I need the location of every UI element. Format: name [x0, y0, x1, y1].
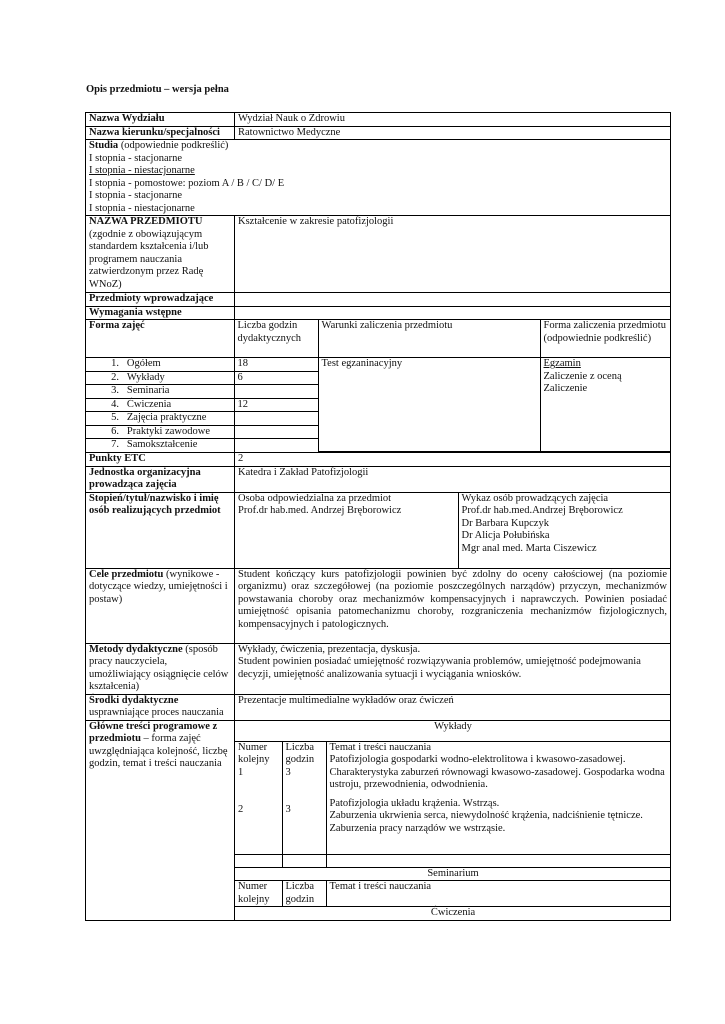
subject-name-row — [86, 216, 671, 293]
prereq-label: Przedmioty wprowadzające — [86, 293, 235, 307]
studies-option: I stopnia - pomostowe: poziom A / B / C/ D/ E — [89, 177, 285, 189]
forms-type-zajecia: 5. Zajęcia praktyczne — [86, 412, 234, 426]
exercises-header: Ćwiczenia — [235, 907, 671, 920]
forms-hours-wyklady: 6 — [234, 371, 318, 385]
methods-row — [86, 643, 671, 694]
lecture-topic: Patofizjologia układu krążenia. Wstrząs. — [329, 797, 500, 809]
unit-value: Katedra i Zakład Patofizjologii — [235, 466, 671, 492]
forms-type-cwiczenia: 4. Ćwiczenia — [86, 398, 234, 412]
content-label-note: – forma zajęć uwzględniająca kolejność, liczbę godzin, temat i treści nauczania — [89, 733, 228, 769]
course-description-table — [85, 112, 671, 921]
lectures-num-col — [235, 741, 282, 854]
unit-row — [86, 466, 671, 492]
forms-hours-seminaria — [234, 385, 318, 399]
forms-type-samoksztalcenie: 7. Samokształcenie — [86, 439, 234, 452]
forms-hours-praktyki — [234, 425, 318, 439]
staff-row — [86, 492, 671, 568]
lecture-topic: Patofizjologia gospodarki wodno-elektrolitowa i kwasowo-zasadowej. — [329, 754, 626, 765]
seminar-col-num: Numer kolejny — [235, 881, 282, 907]
forms-table — [86, 320, 671, 452]
faculty-value: Wydział Nauk o Zdrowiu — [235, 113, 671, 127]
subject-name-note: (zgodnie z obowiązującym standardem kształcenia i/lub programem nauczania zatwierdzonym przez Radę WNoZ) — [89, 228, 209, 290]
requirements-label: Wymagania wstępne — [86, 306, 235, 320]
staff-label: Stopień/tytuł/nazwisko i imię osób realizujących przedmiot — [86, 492, 235, 568]
lecture-hours: 3 — [285, 804, 291, 815]
prereq-value — [235, 293, 671, 307]
subject-name-label-cell — [86, 216, 235, 293]
forms-hours-zajecia — [234, 412, 318, 426]
forms-exam-options — [540, 358, 671, 452]
forms-hours-ogolem: 18 — [234, 358, 318, 372]
direction-value: Ratownictwo Medyczne — [235, 126, 671, 140]
studies-cell — [86, 140, 671, 216]
seminar-header: Seminarium — [235, 867, 671, 881]
staff-responsible-name: Prof.dr hab.med. Andrzej Bręborowicz — [238, 505, 402, 516]
lecture-hours: 3 — [285, 766, 291, 778]
forms-cell — [86, 320, 671, 453]
methods-line1: Wykłady, ćwiczenia, prezentacja, dyskusja. — [238, 643, 421, 655]
forms-hours-samoksztalcenie — [234, 439, 318, 452]
forms-type-seminaria: 3. Seminaria — [86, 385, 234, 399]
requirements-row — [86, 306, 671, 320]
lectures-empty-num — [235, 854, 282, 867]
etc-row — [86, 453, 671, 467]
subject-name-value: Kształcenie w zakresie patofizjologii — [235, 216, 671, 293]
lectures-col-num: Numer kolejny — [238, 741, 270, 765]
lectures-empty-hours — [282, 854, 326, 867]
staff-list-label: Wykaz osób prowadzących zajęcia — [461, 492, 609, 504]
forms-label: Forma zajęć — [86, 320, 234, 358]
forms-hours-cwiczenia: 12 — [234, 398, 318, 412]
unit-label: Jednostka organizacyjna prowadząca zajęcia — [86, 466, 235, 492]
studies-row — [86, 140, 671, 216]
lecture-topic-detail: Zaburzenia ukrwienia serca, niewydolność krążenia, nadciśnienie tętnicze. Zaburzenia pracy narządów we wstrząsie. — [329, 810, 643, 834]
content-cell — [235, 720, 671, 920]
content-row — [86, 720, 671, 920]
lecture-topic-detail: Charakterystyka zaburzeń równowagi kwasowo-zasadowej. Gospodarka wodna ustroju, przewodnienia, odwodnienia. — [329, 766, 665, 790]
methods-cell — [235, 643, 671, 694]
goals-label: Cele przedmiotu — [89, 568, 164, 580]
forms-type-wyklady: 2. Wykłady — [86, 371, 234, 385]
lecture-num: 1 — [238, 766, 244, 778]
methods-line2: Student powinien posiadać umiejętność rozwiązywania problemów, umiejętność podejmowania decyzji, umiejętność analizowania sytuacji i wyciągania wniosków. — [238, 656, 641, 680]
content-label-cell — [86, 720, 235, 920]
content-label: Główne treści programowe z przedmiotu — [89, 720, 218, 744]
methods-label: Metody dydaktyczne — [89, 643, 183, 655]
direction-row — [86, 126, 671, 140]
exam-option: Zaliczenie z oceną — [543, 370, 622, 382]
subject-name-label: NAZWA PRZEDMIOTU — [89, 216, 203, 227]
requirements-value — [235, 306, 671, 320]
methods-label-cell — [86, 643, 235, 694]
exam-option-selected: Egzamin — [543, 358, 581, 369]
forms-conditions-value: Test egzaninacyjny — [318, 358, 540, 452]
goals-text: Student kończący kurs patofizjologii powinien być zdolny do oceny całościowej (na poziomie organizmu) oraz szczegółowej (na poziomie poszczególnych narządów) przyczyn, mechanizmów powstawania choroby oraz mechanizmów kompensacyjnych i naprawczych. Powinien posiadać umiejętność opisania patomechanizmu choroby, rozgraniczenia mechanizmów fizjologicznych, kompensacyjnych i patologicznych. — [235, 568, 671, 643]
prereq-row — [86, 293, 671, 307]
forms-col-hours: Liczba godzin dydaktycznych — [234, 320, 318, 358]
staff-table — [235, 493, 671, 568]
seminar-col-topic: Temat i treści nauczania — [326, 881, 671, 907]
faculty-row — [86, 113, 671, 127]
forms-type-ogolem: 1. Ogółem — [86, 358, 234, 372]
lectures-header: Wykłady — [235, 721, 671, 742]
staff-list-item: Dr Alicja Połubińska — [461, 530, 550, 541]
staff-responsible — [235, 493, 458, 568]
studies-option: I stopnia - stacjonarne — [89, 190, 183, 201]
staff-cell — [235, 492, 671, 568]
content-table — [235, 721, 671, 920]
lectures-empty-topic — [326, 854, 671, 867]
goals-row — [86, 568, 671, 643]
forms-col-conditions: Warunki zaliczenia przedmiotu — [318, 320, 540, 358]
direction-label: Nazwa kierunku/specjalności — [86, 126, 235, 140]
staff-list-item: Mgr anal med. Marta Ciszewicz — [461, 542, 597, 554]
lectures-topic-col — [326, 741, 671, 854]
methods-label-note: (sposób pracy nauczyciela, umożliwiający osiągnięcie celów kształcenia) — [89, 643, 229, 692]
staff-list — [458, 493, 671, 568]
studies-option: I stopnia - stacjonarne — [89, 152, 183, 164]
lectures-hours-col — [282, 741, 326, 854]
studies-option: I stopnia - niestacjonarne — [89, 202, 195, 214]
goals-label-note: (wynikowe - dotyczące wiedzy, umiejętności i postaw) — [89, 568, 228, 605]
faculty-label: Nazwa Wydziału — [86, 113, 235, 127]
goals-label-cell — [86, 568, 235, 643]
etc-value: 2 — [235, 453, 671, 467]
seminar-col-hours: Liczba godzin — [282, 881, 326, 907]
forms-row — [86, 320, 671, 453]
means-label-cell — [86, 694, 235, 720]
lectures-col-hours: Liczba godzin — [285, 741, 315, 765]
forms-col-form: Forma zaliczenia przedmiotu (odpowiednie podkreślić) — [540, 320, 671, 358]
studies-label-note: (odpowiednie podkreślić) — [118, 140, 229, 151]
etc-label: Punkty ETC — [86, 453, 235, 467]
exam-option: Zaliczenie — [543, 383, 588, 394]
lecture-num: 2 — [238, 804, 244, 815]
means-row — [86, 694, 671, 720]
means-label-note: usprawniające proces nauczania — [89, 707, 224, 718]
means-label: Środki dydaktyczne — [89, 694, 179, 706]
forms-type-praktyki: 6. Praktyki zawodowe — [86, 425, 234, 439]
lectures-col-topic: Temat i treści nauczania — [329, 741, 432, 753]
means-value: Prezentacje multimedialne wykładów oraz ćwiczeń — [235, 694, 671, 720]
studies-label: Studia — [89, 140, 119, 151]
staff-list-item: Prof.dr hab.med.Andrzej Bręborowicz — [461, 505, 623, 516]
studies-option-selected: I stopnia - niestacjonarne — [89, 165, 195, 176]
staff-responsible-label: Osoba odpowiedzialna za przedmiot — [238, 492, 392, 504]
staff-list-item: Dr Barbara Kupczyk — [461, 517, 549, 529]
document-title: Opis przedmiotu – wersja pełna — [86, 84, 229, 95]
